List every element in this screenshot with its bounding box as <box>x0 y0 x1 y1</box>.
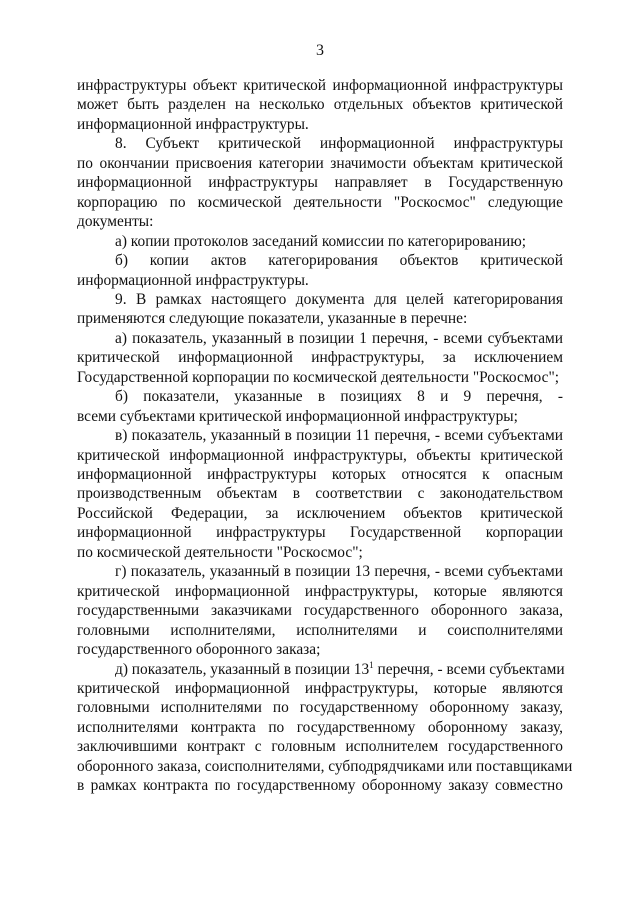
text-line <box>115 232 563 251</box>
text-line-content: д) показатель, указанный в позиции 13 <box>115 660 370 678</box>
text-line-content: корпорацию по космической деятельности "Роскосмос" следующие <box>77 193 563 211</box>
text-line-content: по окончании присвоения категории значимости объектам критической <box>77 154 563 172</box>
text-line-content: в рамках контракта по государственному оборонному заказу совместно <box>77 777 563 795</box>
text-line <box>77 173 563 192</box>
text-line-content: информационной инфраструктуры направляет в Государственную <box>77 174 563 192</box>
text-line-content: в) показатель, указанный в позиции 11 перечня, - всеми субъектами <box>115 427 563 445</box>
text-line <box>77 368 563 387</box>
text-line <box>115 134 563 153</box>
text-line <box>77 601 563 620</box>
superscript: 1 <box>369 659 374 670</box>
text-line-content: критической информационной инфраструктуры, объекты критической <box>77 446 563 464</box>
text-line-content: исполнителями контракта по государственному оборонному заказу, <box>77 718 563 736</box>
text-line <box>77 640 563 659</box>
text-line-content: применяются следующие показатели, указанные в перечне: <box>77 310 468 328</box>
text-line-content: 8. Субъект критической информационной инфраструктуры <box>115 135 563 153</box>
text-line <box>77 193 563 212</box>
text-line-content: по космической деятельности "Роскосмос"; <box>77 543 363 561</box>
text-line <box>77 504 563 523</box>
text-line <box>77 271 563 290</box>
text-line-content: головными исполнителями, исполнителями и соисполнителями <box>77 621 563 639</box>
text-line <box>77 737 563 756</box>
text-line-content: документы: <box>77 213 154 231</box>
text-line-content: головными исполнителями по государственному оборонному заказу, <box>77 699 563 717</box>
text-line-content: производственным объектам в соответствии с законодательством <box>77 485 563 503</box>
text-line-content: государственными заказчиками государственного оборонного заказа, <box>77 602 563 620</box>
text-line <box>77 446 563 465</box>
text-line <box>77 407 563 426</box>
text-line <box>77 309 563 328</box>
text-line-content: Государственной корпорации по космической деятельности "Роскосмос"; <box>77 368 560 386</box>
text-line-content: б) копии актов категорирования объектов критической <box>115 252 563 270</box>
text-line-content: а) показатель, указанный в позиции 1 перечня, - всеми субъектами <box>115 329 563 347</box>
text-line-content: информационной инфраструктуры. <box>77 271 309 289</box>
text-line-content: 9. В рамках настоящего документа для целей категорирования <box>115 290 563 308</box>
text-line-content: заключившими контракт с головным исполнителем государственного <box>77 738 563 756</box>
text-line <box>115 660 563 679</box>
text-line-content: информационной инфраструктуры которых относятся к опасным <box>77 466 563 483</box>
text-line <box>115 562 563 581</box>
text-line <box>77 776 563 795</box>
text-line <box>77 523 563 542</box>
text-line <box>77 621 563 640</box>
text-line-content: критической информационной инфраструктуры, за исключением <box>77 349 563 367</box>
text-line <box>77 698 563 717</box>
text-line <box>77 465 563 484</box>
text-line <box>77 679 563 698</box>
text-line-content: информационной инфраструктуры. <box>77 115 309 133</box>
text-line-content: б) показатели, указанные в позициях 8 и 9 перечня, - <box>115 388 563 406</box>
text-line <box>115 426 563 445</box>
text-line <box>77 484 563 503</box>
text-line <box>77 76 563 95</box>
text-line <box>77 543 563 562</box>
text-line <box>77 154 563 173</box>
text-line-content: критической информационной инфраструктуры, которые являются <box>77 679 563 697</box>
text-line-content: оборонного заказа, соисполнителями, субподрядчиками или поставщиками <box>77 757 573 775</box>
text-line <box>115 290 563 309</box>
text-line-content: всеми субъектами критической информационной инфраструктуры; <box>77 407 518 425</box>
text-line <box>115 387 563 406</box>
text-line <box>77 718 563 737</box>
text-line-content: г) показатель, указанный в позиции 13 перечня, - всеми субъектами <box>115 563 563 581</box>
text-line <box>77 348 563 367</box>
text-line <box>77 757 573 776</box>
text-line-content: инфраструктуры объект критической информационной инфраструктуры <box>77 77 563 94</box>
text-line <box>77 212 563 231</box>
text-line <box>77 115 563 134</box>
text-line <box>115 251 563 270</box>
text-line-content: а) копии протоколов заседаний комиссии по категорированию; <box>115 232 527 250</box>
text-line-continuation: перечня, - всеми субъектами <box>373 660 565 678</box>
text-line <box>77 95 563 114</box>
text-line-content: может быть разделен на несколько отдельных объектов критической <box>77 96 563 114</box>
text-line <box>115 329 563 348</box>
text-line-content: критической информационной инфраструктуры, которые являются <box>77 582 563 600</box>
page-number: 3 <box>316 42 324 59</box>
text-line-content: информационной инфраструктуры Государственной корпорации <box>77 524 563 542</box>
text-line-content: Российской Федерации, за исключением объектов критической <box>77 504 563 522</box>
text-line <box>77 582 563 601</box>
text-line-content: государственного оборонного заказа; <box>77 641 321 659</box>
